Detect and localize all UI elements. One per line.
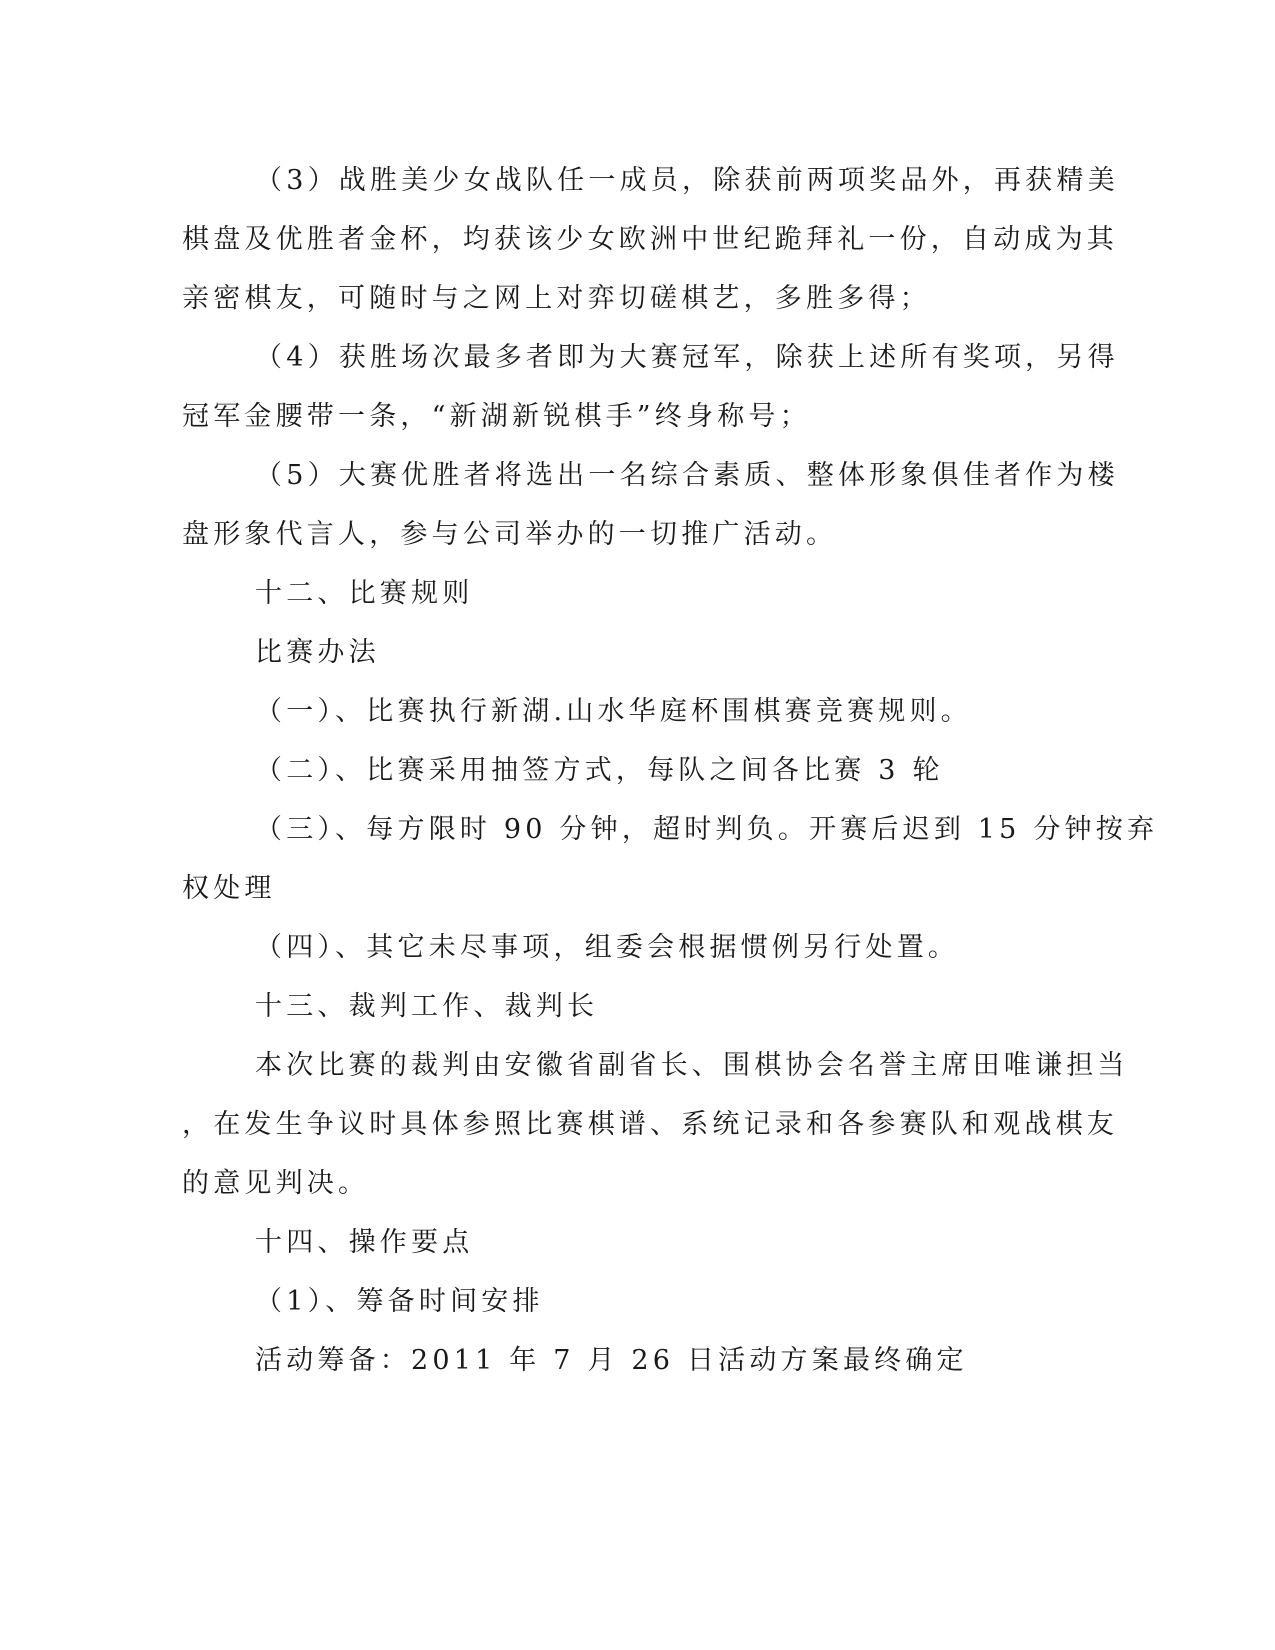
paragraph-line: 本次比赛的裁判由安徽省副省长、围棋协会名誉主席田唯谦担当 <box>255 1050 1129 1081</box>
paragraph-line: 亲密棋友，可随时与之网上对弈切磋棋艺，多胜多得； <box>182 283 931 314</box>
rule-item: （一）、比赛执行新湖.山水华庭杯围棋赛竞赛规则。 <box>255 696 972 727</box>
paragraph-line: 棋盘及优胜者金杯，均获该少女欧洲中世纪跪拜礼一份，自动成为其 <box>182 224 1118 255</box>
rule-item: （三）、每方限时 90 分钟，超时判负。开赛后迟到 15 分钟按弃 <box>255 814 1159 845</box>
section-heading-13: 十三、裁判工作、裁判长 <box>255 991 599 1022</box>
section-heading-14: 十四、操作要点 <box>255 1227 474 1258</box>
paragraph-line: 的意见判决。 <box>182 1168 370 1199</box>
paragraph-line: 权处理 <box>182 873 276 904</box>
rule-item: （四）、其它未尽事项，组委会根据惯例另行处置。 <box>255 932 960 963</box>
paragraph-line: （5）大赛优胜者将选出一名综合素质、整体形象俱佳者作为楼 <box>255 460 1119 491</box>
paragraph-line: 盘形象代言人，参与公司举办的一切推广活动。 <box>182 519 838 550</box>
paragraph-line: 冠军金腰带一条，“新湖新锐棋手”终身称号； <box>182 401 811 432</box>
subheading: （1）、筹备时间安排 <box>255 1286 544 1317</box>
paragraph-line: ，在发生争议时具体参照比赛棋谱、系统记录和各参赛队和观战棋友 <box>182 1109 1118 1140</box>
rule-item: （二）、比赛采用抽签方式，每队之间各比赛 3 轮 <box>255 755 944 786</box>
paragraph-line: （4）获胜场次最多者即为大赛冠军，除获上述所有奖项，另得 <box>255 342 1119 373</box>
paragraph-line: 活动筹备：2011 年 7 月 26 日活动方案最终确定 <box>255 1345 968 1376</box>
paragraph-line: （3）战胜美少女战队任一成员，除获前两项奖品外，再获精美 <box>255 165 1119 196</box>
section-heading-12: 十二、比赛规则 <box>255 578 474 609</box>
subheading: 比赛办法 <box>255 637 380 668</box>
